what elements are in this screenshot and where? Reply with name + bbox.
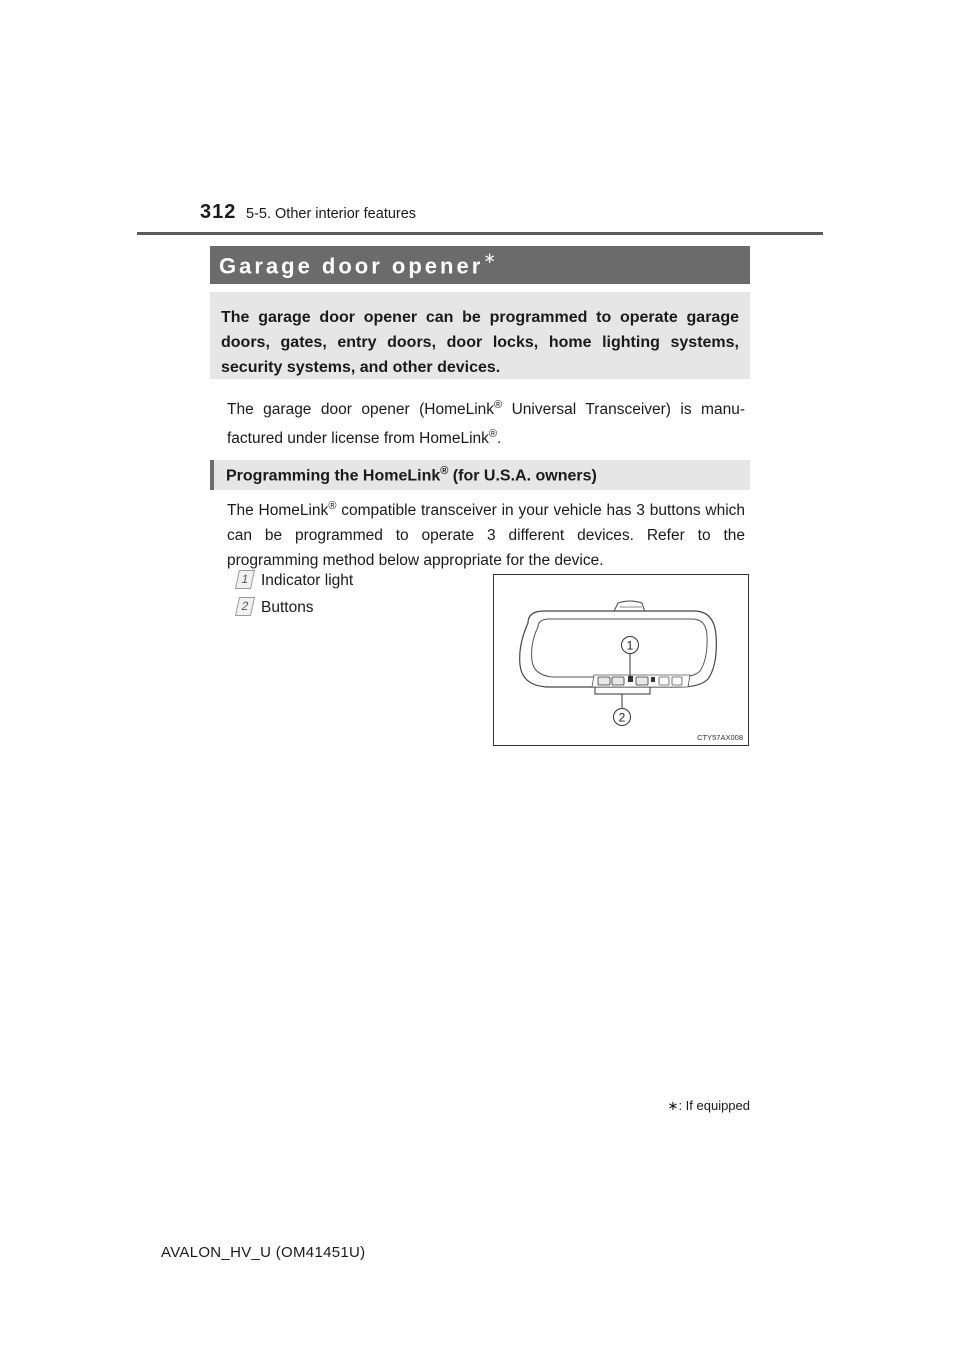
- paragraph-transceiver: [227, 494, 745, 573]
- para2-text-a: The HomeLink: [227, 502, 329, 520]
- section-label: 5-5. Other interior features: [246, 206, 417, 222]
- figure-code: CTY57AX008: [697, 733, 743, 742]
- registered-mark: ®: [440, 465, 449, 477]
- para1-text-a: The garage door opener (HomeLink: [227, 401, 495, 419]
- homelink-button-3: [636, 677, 648, 685]
- intro-box: [210, 292, 750, 379]
- item-label: Indicator light: [261, 572, 354, 589]
- footer-model-code: AVALON_HV_U (OM41451U): [161, 1244, 366, 1261]
- para1-text-b: Universal Transceiver) is manu-factured under license from HomeLink: [227, 401, 745, 448]
- page-number: 312: [200, 201, 237, 223]
- para1-text-c: .: [497, 430, 502, 448]
- list-item-buttons: [237, 597, 314, 617]
- list-item-indicator-light: [237, 570, 353, 590]
- callout-2-label: 2: [618, 710, 626, 725]
- homelink-button-1: [598, 677, 610, 685]
- item-number-badge: 1: [235, 570, 255, 589]
- item-label: Buttons: [261, 599, 314, 616]
- subsection-title-b: (for U.S.A. owners): [448, 467, 597, 485]
- registered-mark: ®: [328, 500, 337, 512]
- if-equipped-mark: ∗: [483, 250, 496, 267]
- item-number-badge: 2: [235, 597, 255, 616]
- intro-text: The garage door opener can be programmed to operate garage doors, gates, entry doors, door locks, home lighting systems, security systems, and other devices.: [221, 309, 739, 376]
- header-rule: [137, 232, 823, 235]
- subsection-title: [226, 465, 597, 485]
- page-title: [219, 251, 496, 279]
- homelink-button-2: [612, 677, 624, 685]
- callout-1-label: 1: [626, 638, 634, 653]
- subsection-header: [210, 460, 750, 490]
- rearview-mirror-drawing: [494, 575, 748, 745]
- para2-text-b: compatible transceiver in your vehicle has 3 buttons which can be programmed to operate 3 different devices. Refer to the programming method below appropriate for the device.: [227, 502, 746, 570]
- footnote-if-equipped: ∗: If equipped: [667, 1098, 750, 1113]
- registered-mark: ®: [494, 399, 503, 411]
- subsection-accent: [210, 460, 214, 490]
- subsection-title-a: Programming the HomeLink: [226, 467, 441, 485]
- page-title-text: Garage door opener: [219, 253, 484, 279]
- title-bar: [210, 246, 750, 284]
- paragraph-homelink-license: [227, 393, 745, 451]
- mirror-illustration: [493, 574, 749, 746]
- registered-mark: ®: [488, 428, 498, 441]
